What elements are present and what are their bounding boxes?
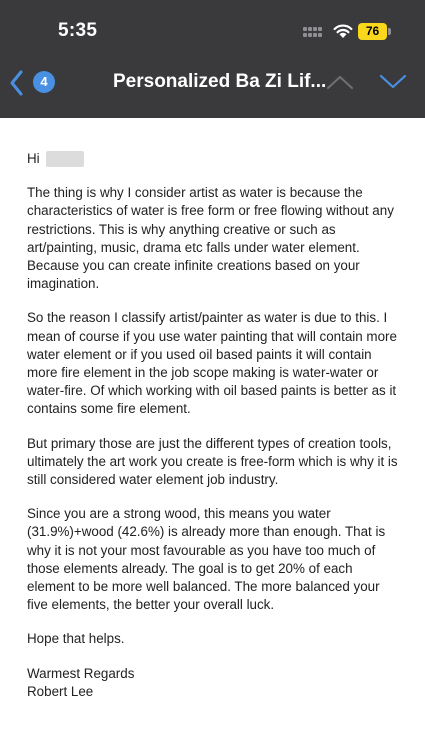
email-subject-title: Personalized Ba Zi Lif...	[113, 71, 327, 92]
sender-name: Robert Lee	[27, 683, 94, 699]
closing-text: Warmest Regards	[27, 665, 135, 681]
body-paragraph: But primary those are just the different types of creation tools, ultimately the art work you create is free-form which is why it is still considered water element job industry.	[27, 435, 398, 488]
greeting-line	[27, 150, 399, 168]
mail-nav-bar	[0, 56, 425, 116]
body-paragraph: The thing is why I consider artist as water is because the characteristics of water is free form or free flowing without any restrictions. This is why anything creative or such as art/painting, music, drama etc falls under water element. Because you can create infinite creations based on your imagination.	[27, 185, 394, 292]
greeting-text: Hi	[27, 151, 40, 166]
chevron-up-icon[interactable]	[325, 71, 355, 93]
body-paragraph: Hope that helps.	[27, 631, 125, 647]
battery-charging-icon	[358, 23, 391, 40]
email-body	[27, 150, 399, 701]
status-time: 5:35	[58, 20, 98, 41]
redacted-name	[46, 151, 84, 167]
top-bar	[0, 0, 425, 118]
chevron-left-icon[interactable]	[6, 68, 28, 98]
chevron-down-icon[interactable]	[378, 71, 408, 93]
wifi-icon	[333, 23, 353, 39]
signature	[27, 665, 399, 701]
battery-level: 76	[365, 24, 380, 38]
unread-count-badge[interactable]: 4	[33, 71, 55, 93]
cellular-signal-icon	[303, 27, 323, 38]
body-paragraph: So the reason I classify artist/painter as water is due to this. I mean of course if you use water painting that will contain more water element or if you used oil based paints it will contain more fire element in the job scope making is water-water or water-fire. Of which working with oil based paints is better as it contains some fire element.	[27, 310, 397, 417]
body-paragraph: Since you are a strong wood, this means you water (31.9%)+wood (42.6%) is already more than enough. That is why it is not your most favourable as you have too much of those elements already. The goal is to get 20% of each element to be more well balanced. The more balanced your five elements, the better your overall luck.	[27, 506, 386, 613]
status-bar	[0, 0, 425, 56]
